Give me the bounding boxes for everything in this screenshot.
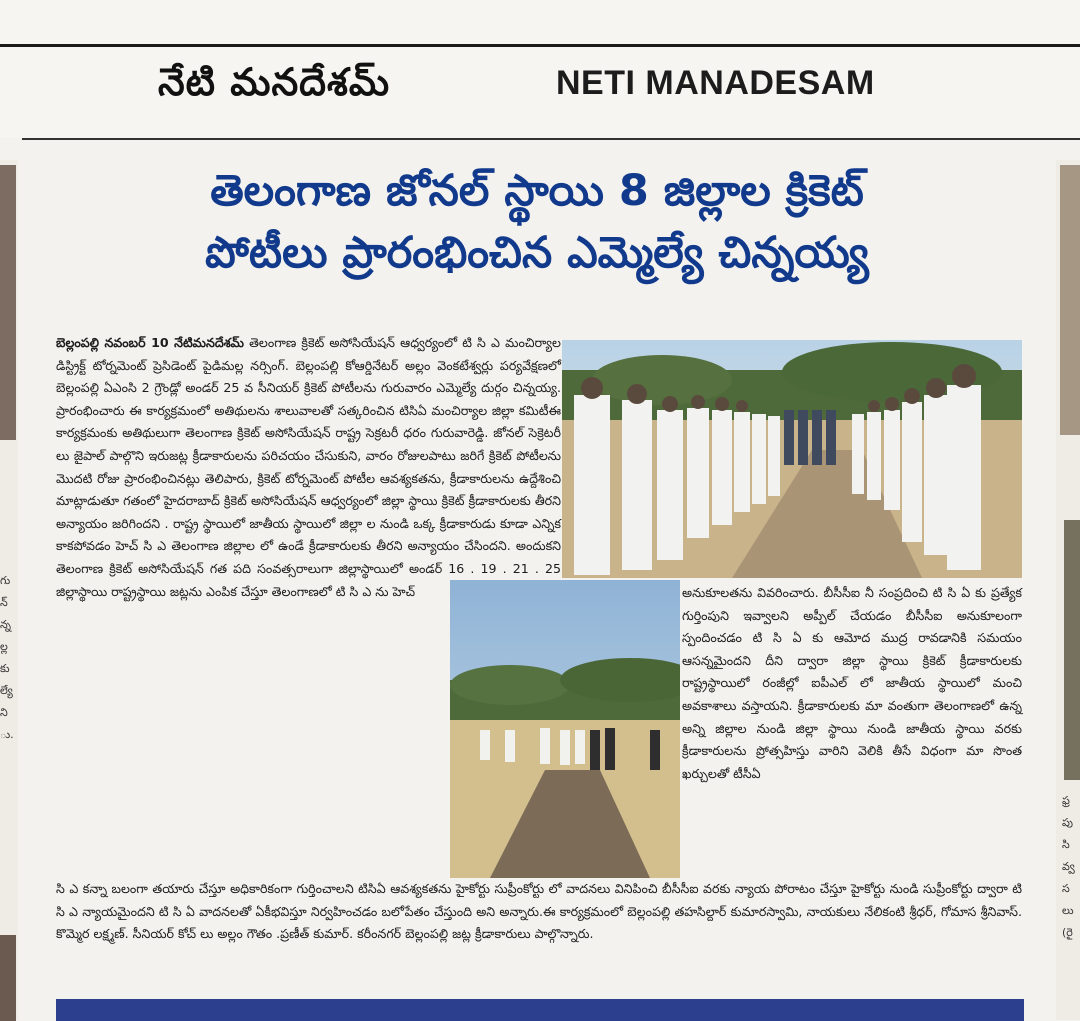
photo-players-lineup-image: [562, 340, 1022, 578]
article-body-column-2: అనుకూలతను వివరించారు. బీసీసీఐ నీ సంప్రదించి టి సి ఏ కు ప్రత్యేక గుర్తింపుని ఇవ్వాలని అప్పీల్ చేయడం బీసీసీఐ అనుకూలంగా స్పందించడం టి సి ఏ కు ఆమోద ముద్ర రావడానికి సమయం ఆసన్నమైందని దీని ద్వారా జిల్లా స్థాయి క్రికెట్ క్రీడాకారులకు రాష్ట్రస్థాయిలో రంజీల్లో ఐపీఎల్ లో జాతీయ స్థాయిలో మంచి అవకాశాలు వస్తాయని. క్రీడాకారులకు మా వంతుగా తెలంగాణలో ఉన్న అన్ని జిల్లాల నుండి జిల్లా స్థాయి నుండి జాతీయ స్థాయి వరకు క్రీడాకారులను ప్రోత్సహిస్తు వారిని వెలికి తీసే విధంగా మా సొంత ఖర్చులతో టీసీఏ: [682, 585, 1022, 781]
article-paragraph-1: తెలంగాణ క్రికెట్ అసోసియేషన్ ఆధ్వర్యంలో టి సి ఎ మంచిర్యాల డిస్ట్రిక్ట్ టోర్నమెంట్ ప్రెసిడెంట్ పైడిమల్ల నర్సింగ్. బెల్లంపల్లి కోఆర్డినేటర్ అల్లం వెంకటేశ్వర్లు పర్యవేక్షణలో బెల్లంపల్లి ఏఎంసి 2 గ్రౌండ్లో అండర్ 25 వ సీనియర్ క్రికెట్ పోటీలను గురువారం ఎమ్మెల్యే దుర్గం చిన్నయ్య. ప్రారంభించారు ఈ కార్యక్రమంలో అతిథులను శాలువాలతో సత్కరించిన టిసిఏ మంచిర్యాల జిల్లా కమిటీఈ కార్యక్రమంకు అతిథులుగా తెలంగాణ క్రికెట్ అసోసియేషన్ రాష్ట్ర సెక్రటరీ ధరం గురువారెడ్డి. జోనల్ సెక్రెటరీ లు జైపాల్ పాల్గొని ఇరుజట్ల క్రీడాకారులను పరిచయం చేసుకుని, వారం రోజులపాటు జరిగే క్రికెట్ పోటీలను మొదటి రోజు ప్రారంభించినట్లు తెలిపారు, క్రికెట్ టోర్నమెంట్ పోటీల ఆవశ్యకతను, క్రీడాకారులను ఉద్దేశించి మాట్లాడుతూ గతంలో హైదరాబాద్ క్రికెట్ అసోసియేషన్ ఆధ్వర్యంలో జిల్లా స్థాయి క్రికెట్ క్రీడాకారులకు తీరని అన్యాయం జరిగిందని . రాష్ట్ర స్థాయిలో జాతీయ స్థాయిలో జిల్లా ల నుండి ఒక్క క్రీడాకారుడు కూడా ఎన్నిక కాకపోవడం హెచ్ సి ఎ తెలంగాణ జిల్లాల లో ఉండే క్రీడాకారులకు తీరని అన్యాయం చేసిందని. అందుకని తెలంగాణ క్రికెట్ అసోసియేషన్ గత పది సంవత్సరాలుగా జిల్లాస్థాయిలో అండర్ 16 . 19 . 21 . 25 జిల్లాస్థాయి రాష్ట్రస్థాయి జట్లను ఎంపిక చేస్తూ తెలంగాణలో టి సి ఎ ను హెచ్: [56, 335, 561, 599]
newspaper-name-english: NETI MANADESAM: [556, 64, 875, 102]
newspaper-logo-telugu: నేటి మనదేశమ్: [158, 60, 391, 104]
article-dateline: బెల్లంపల్లి నవంబర్ 10 నేటిమనదేశమ్: [56, 335, 244, 350]
masthead-rule: [0, 44, 1080, 47]
right-edge-photo-middle: [1064, 520, 1080, 780]
headline-line-1: తెలంగాణ జోనల్ స్థాయి 8 జిల్లాల క్రికెట్: [210, 166, 864, 216]
left-edge-photo: [0, 165, 16, 440]
masthead: [0, 0, 1080, 138]
photo-players-lineup: [562, 340, 1022, 578]
photo-cricket-pitch-image: [450, 580, 680, 878]
masthead-separator: [22, 138, 1080, 140]
left-edge-photo-bottom: [0, 935, 16, 1021]
headline-line-2: పోటీలు ప్రారంభించిన ఎమ్మెల్యే చిన్నయ్య: [205, 228, 869, 278]
photo-cricket-pitch: [450, 580, 680, 878]
right-edge-text: ఫ్ర పు సి వ్వ స లు (రై: [1062, 794, 1075, 939]
right-edge-photo: [1060, 165, 1080, 435]
article-headline: [24, 160, 1050, 284]
article-body-column-1: [56, 332, 561, 603]
article-body-bottom: సి ఎ కన్నా బలంగా తయారు చేస్తూ అధికారికంగా గుర్తించాలని టిసిఏ ఆవశ్యకతను హైకోర్టు సుప్రీంకోర్టు లో వాదనలు వినిపించి బీసీసీఐ వరకు న్యాయ పోరాటం చేస్తూ హైకోర్టు నుండి సుప్రీంకోర్టు ద్వారా టి సి ఎ న్యాయమైందని టి సి ఏ వాదనలతో ఏకీభవిస్తూ నిర్వహించడం బలోపేతం చేస్తుంది అని అన్నారు.ఈ కార్యక్రమంలో బెల్లంపల్లి తహసిల్దార్ కుమారస్వామి, నాయకులు నేలికంటి శ్రీధర్, గోమాస శ్రీనివాస్. కొమ్మెర లక్ష్మణ్. సీనియర్ కోచ్ లు అల్లం గౌతం .ప్రణీత్ కుమార్. కరీంనగర్ బెల్లంపల్లి జట్ల క్రీడాకారులు పాల్గొన్నారు.: [56, 881, 1022, 942]
left-edge-text: గు న్ న్న ల్ల కు ల్యే ని ు.: [0, 574, 14, 741]
next-headline-bar: [56, 999, 1024, 1021]
